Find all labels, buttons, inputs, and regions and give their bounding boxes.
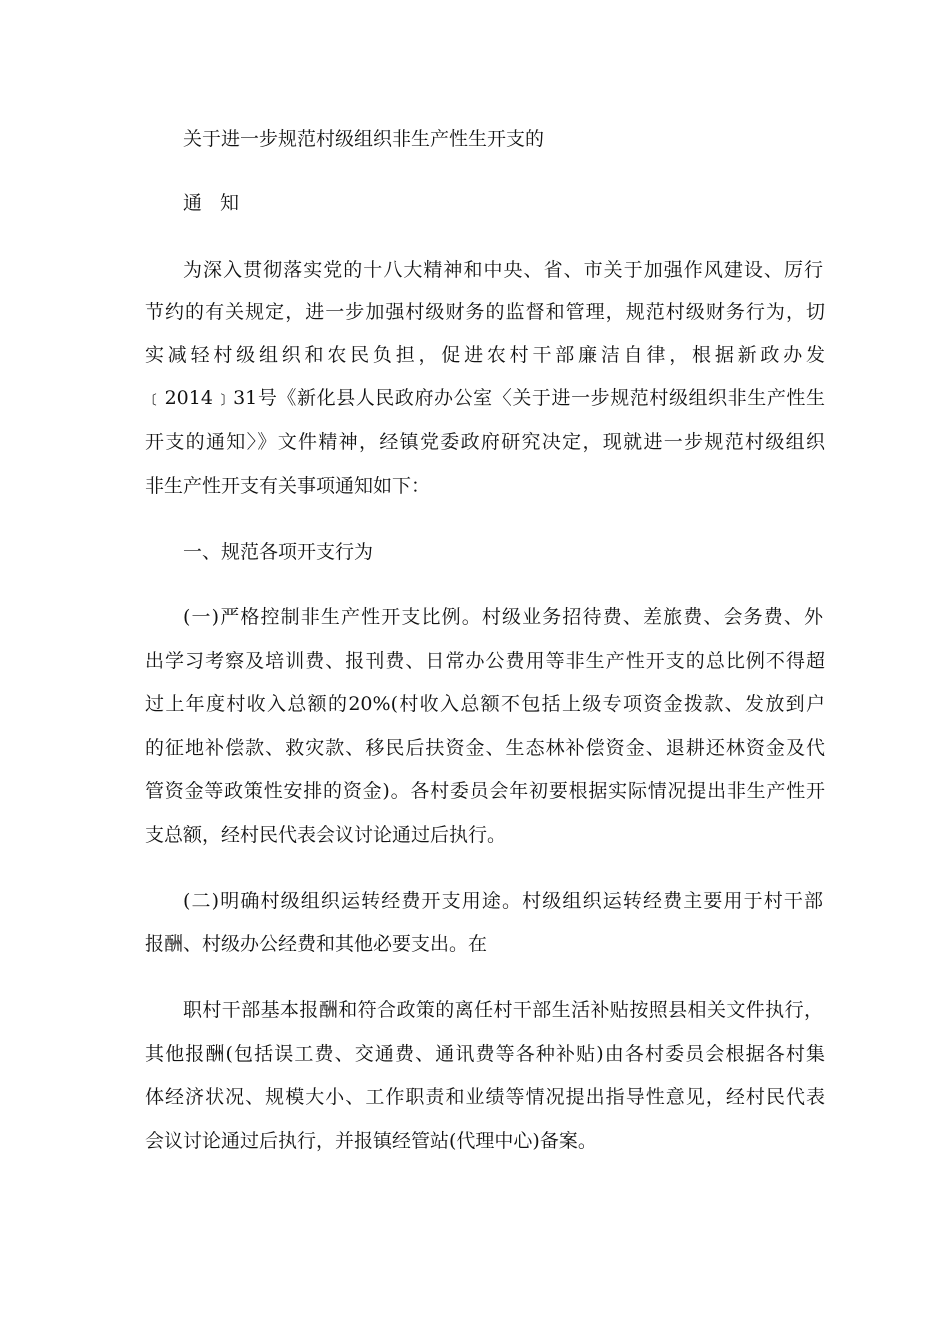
intro-line: ﹝2014﹞31号《新化县人民政府办公室〈关于进一步规范村级组织非生产性生 [145, 387, 825, 409]
intro-line: 为深入贯彻落实党的十八大精神和中央、省、市关于加强作风建设、厉行 [183, 259, 823, 281]
item-1-line: 支总额，经村民代表会议讨论通过后执行。 [145, 824, 507, 846]
intro-line: 实减轻村级组织和农民负担，促进农村干部廉洁自律，根据新政办发 [145, 344, 825, 366]
item-2-continuation-line: 职村干部基本报酬和符合政策的离任村干部生活补贴按照县相关文件执行， [183, 999, 823, 1021]
item-1-line: 出学习考察及培训费、报刊费、日常办公费用等非生产性开支的总比例不得超 [145, 650, 825, 672]
item-2-continuation-line: 体经济状况、规模大小、工作职责和业绩等情况提出指导性意见，经村民代表 [145, 1086, 825, 1108]
intro-line: 非生产性开支有关事项通知如下： [145, 475, 431, 497]
item-1-line: 过上年度村收入总额的20%(村收入总额不包括上级专项资金拨款、发放到户 [145, 693, 825, 715]
document-title-line-2: 通 知 [183, 192, 246, 214]
item-1-line: 管资金等政策性安排的资金)。各村委员会年初要根据实际情况提出非生产性开 [145, 780, 825, 802]
item-2-line: 报酬、村级办公经费和其他必要支出。在 [145, 933, 488, 955]
intro-line: 节约的有关规定，进一步加强村级财务的监督和管理，规范村级财务行为，切 [145, 301, 825, 323]
item-2-continuation-line: 会议讨论通过后执行，并报镇经管站(代理中心)备案。 [145, 1130, 597, 1152]
item-1-line: (一)严格控制非生产性开支比例。村级业务招待费、差旅费、会务费、外 [183, 606, 823, 628]
item-2-continuation-line: 其他报酬(包括误工费、交通费、通讯费等各种补贴)由各村委员会根据各村集 [145, 1043, 825, 1065]
section-1-heading: 一、规范各项开支行为 [183, 541, 374, 563]
item-2-line: (二)明确村级组织运转经费开支用途。村级组织运转经费主要用于村干部 [183, 890, 823, 912]
intro-line: 开支的通知〉》文件精神，经镇党委政府研究决定，现就进一步规范村级组织 [145, 431, 825, 453]
document-title-line-1: 关于进一步规范村级组织非生产性生开支的 [183, 128, 545, 150]
item-1-line: 的征地补偿款、救灾款、移民后扶资金、生态林补偿资金、退耕还林资金及代 [145, 737, 825, 759]
